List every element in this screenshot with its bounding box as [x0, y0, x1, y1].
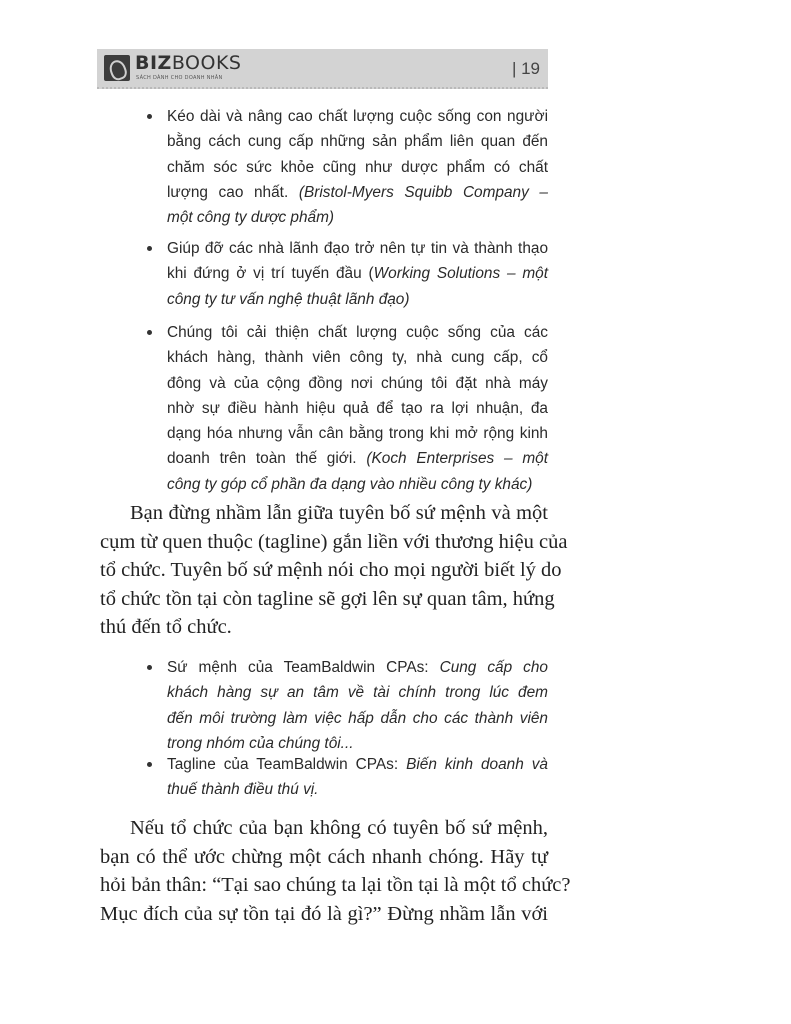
text-line — [100, 871, 571, 900]
text-line — [167, 371, 548, 396]
text-segment: chăm sóc sức khỏe cũng như dược phẩm có chất — [167, 158, 548, 176]
text-line — [167, 706, 548, 731]
text-segment: dạng hóa nhưng vẫn cân bằng trong khi mở rộng kinh — [167, 425, 548, 443]
text-line — [167, 655, 548, 680]
italic-text: công ty góp cổ phần đa dạng vào nhiều công ty khác) — [167, 475, 533, 493]
bullet-item — [167, 104, 548, 230]
bullet-dot-icon — [147, 665, 152, 670]
bullet-dot-icon — [147, 762, 152, 767]
text-line — [167, 421, 548, 446]
text-segment: nhờ sự điều hành hiệu quả để tạo ra lợi nhuận, đa — [167, 399, 548, 417]
text-segment: doanh trên toàn thế giới. — [167, 450, 367, 468]
bizbooks-logo-icon — [104, 55, 130, 81]
text-segment: Giúp đỡ các nhà lãnh đạo trở nên tự tin và thành thạo — [167, 240, 548, 257]
text-line — [100, 613, 548, 642]
bullet-dot-icon — [147, 246, 152, 251]
text-segment: đông và của cộng đồng nơi chúng tôi đặt nhà máy — [167, 374, 548, 392]
bullet-dot-icon — [147, 330, 152, 335]
page-number: | 19 — [511, 59, 540, 78]
text-segment: bằng cách cung cấp những sản phẩm liên quan đến — [167, 133, 548, 151]
bullet-item — [167, 320, 548, 497]
text-segment: khi đứng ở vị trí tuyến đầu ( — [167, 265, 374, 283]
text-line — [100, 814, 548, 843]
brand-bold: BIZ — [135, 52, 172, 74]
text-line — [167, 320, 548, 345]
text-segment: Chúng tôi cải thiện chất lượng cuộc sống của các — [167, 324, 548, 341]
text-line — [167, 345, 548, 370]
text-line — [167, 236, 548, 261]
text-segment: khách hàng, thành viên công ty, nhà cung cấp, cổ — [167, 349, 548, 367]
text-segment: hỏi bản thân: “Tại sao chúng ta lại tồn tại là một tổ chức? — [100, 874, 571, 897]
text-segment: Sứ mệnh của TeamBaldwin CPAs: — [167, 659, 440, 676]
text-segment: tổ chức. Tuyên bố sứ mệnh nói cho mọi người biết lý do — [100, 559, 562, 582]
text-line — [100, 900, 548, 929]
text-line — [167, 752, 548, 777]
text-line — [100, 585, 555, 614]
text-line — [167, 261, 548, 286]
body-paragraph — [100, 499, 568, 642]
text-line — [167, 446, 548, 471]
text-line — [100, 843, 548, 872]
brand-name — [135, 52, 241, 74]
italic-text: thuế thành điều thú vị. — [167, 781, 319, 799]
page-header — [97, 49, 548, 89]
text-line — [167, 180, 548, 205]
text-line — [167, 104, 548, 129]
italic-text: Cung cấp cho — [439, 659, 548, 676]
text-segment: Kéo dài và nâng cao chất lượng cuộc sống con người — [167, 108, 548, 125]
text-line — [167, 396, 548, 421]
text-segment: thú đến tổ chức. — [100, 616, 232, 639]
text-line — [167, 287, 548, 312]
text-line — [167, 472, 548, 497]
text-line — [100, 528, 568, 557]
body-paragraph — [100, 814, 571, 928]
brand-tagline: SÁCH DÀNH CHO DOANH NHÂN — [136, 75, 223, 81]
text-line — [100, 556, 562, 585]
text-line — [167, 155, 548, 180]
italic-text: khách hàng sự an tâm về tài chính trong lúc đem — [167, 684, 548, 702]
italic-text: đến môi trường làm việc hấp dẫn cho các thành viên — [167, 709, 548, 727]
text-line — [167, 777, 548, 802]
bullet-item — [167, 236, 548, 312]
text-segment: Mục đích của sự tồn tại đó là gì?” Đừng nhầm lẫn với — [100, 902, 548, 925]
text-line — [167, 205, 548, 230]
italic-text: Working Solutions – một — [373, 265, 548, 283]
text-segment: cụm từ quen thuộc (tagline) gắn liền với thương hiệu của — [100, 530, 568, 553]
text-segment: lượng cao nhất. — [167, 183, 299, 201]
text-line — [167, 680, 548, 705]
text-segment: bạn có thể ước chừng một cách nhanh chóng. Hãy tự — [100, 845, 548, 868]
text-segment: Tagline của TeamBaldwin CPAs: — [167, 756, 407, 773]
text-segment: Bạn đừng nhầm lẫn giữa tuyên bố sứ mệnh và một — [130, 502, 548, 524]
text-segment: tổ chức tồn tại còn tagline sẽ gợi lên sự quan tâm, hứng — [100, 587, 555, 610]
italic-text: (Koch Enterprises – một — [366, 450, 548, 468]
italic-text: một công ty dược phẩm) — [167, 209, 335, 227]
italic-text: công ty tư vấn nghệ thuật lãnh đạo) — [167, 290, 410, 308]
italic-text: Biến kinh doanh và — [406, 756, 548, 773]
italic-text: (Bristol-Myers Squibb Company – — [298, 183, 548, 201]
bullet-item — [167, 752, 548, 803]
brand-light: BOOKS — [171, 52, 242, 74]
bullet-item — [167, 655, 548, 756]
text-segment: Nếu tổ chức của bạn không có tuyên bố sứ mệnh, — [130, 817, 548, 839]
bullet-dot-icon — [147, 114, 152, 119]
italic-text: trong nhóm của chúng tôi... — [167, 734, 354, 752]
text-line — [100, 499, 548, 528]
text-line — [167, 129, 548, 154]
